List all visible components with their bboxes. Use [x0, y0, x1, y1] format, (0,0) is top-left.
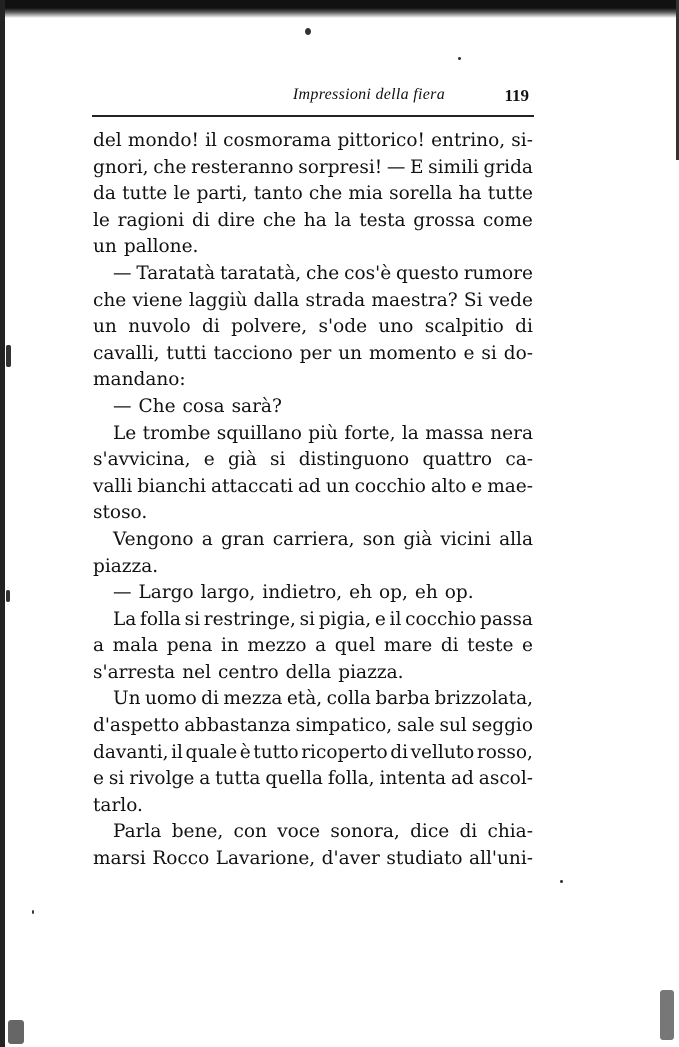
text-line: [93, 500, 533, 527]
word: piazza.: [338, 661, 404, 683]
word: polvere,: [231, 316, 308, 338]
word: —: [113, 262, 132, 284]
word: sorella: [389, 183, 453, 205]
word: La: [113, 608, 137, 630]
text-line: [93, 128, 533, 155]
word: il: [171, 741, 183, 763]
word: ragioni: [117, 209, 185, 231]
text-line: [93, 314, 533, 341]
word: bianchi: [137, 475, 207, 497]
word: resteranno: [191, 156, 294, 178]
text-line: [93, 713, 533, 740]
text-line: [93, 421, 533, 448]
word: ascol-: [478, 768, 533, 790]
word: a: [93, 635, 105, 657]
word: che: [93, 289, 127, 311]
text-line: [93, 208, 533, 235]
word: la: [334, 209, 352, 231]
word: a: [201, 528, 213, 550]
word: di: [201, 688, 219, 710]
word: mezza: [223, 688, 283, 710]
word: di: [515, 316, 533, 338]
word: mezzo: [247, 635, 307, 657]
text-line: [93, 181, 533, 208]
word: dalla: [253, 289, 300, 311]
word: —: [113, 582, 132, 604]
word: tarlo.: [93, 794, 143, 816]
word: intenta: [379, 768, 447, 790]
word: tanto: [253, 183, 303, 205]
word: Le: [113, 422, 137, 444]
word: pallone.: [123, 236, 199, 258]
word: alto: [430, 475, 467, 497]
word: indietro,: [262, 582, 343, 604]
text-line: [93, 288, 533, 315]
word: le: [173, 183, 191, 205]
word: ha: [303, 209, 327, 231]
word: mare: [383, 635, 433, 657]
word: cocchio: [405, 608, 477, 630]
running-title: Impressioni della fiera: [292, 86, 445, 103]
word: sorpresi!: [298, 156, 383, 178]
text-line: [93, 155, 533, 182]
word: scalpitio: [424, 316, 504, 338]
text-line: [93, 793, 533, 820]
word: si: [108, 768, 125, 790]
text-line: [93, 367, 533, 394]
text-line: [93, 554, 533, 581]
word: nel: [182, 661, 211, 683]
word: quale: [185, 741, 238, 763]
scan-speck: [458, 57, 461, 60]
word: che: [153, 156, 187, 178]
word: dice: [410, 821, 450, 843]
word: del: [93, 130, 122, 151]
word: ad: [451, 768, 474, 790]
word: brizzolata,: [434, 688, 533, 710]
word: Parla: [113, 821, 162, 843]
word: mia: [348, 183, 383, 205]
word: un: [93, 236, 117, 258]
word: carriera,: [272, 528, 355, 550]
word: e: [374, 608, 386, 630]
word: che: [262, 209, 297, 231]
word: op.: [444, 582, 474, 604]
word: uomo: [144, 688, 197, 710]
word: ad: [298, 475, 321, 497]
word: uno: [378, 316, 414, 338]
word: attaccati: [211, 475, 294, 497]
word: tutte: [122, 183, 168, 205]
body-text: [93, 128, 533, 873]
word: vede: [488, 289, 533, 311]
word: restringe,: [203, 608, 296, 630]
text-line: [93, 740, 533, 767]
word: quel: [334, 635, 376, 657]
word: le: [93, 209, 110, 231]
word: si: [184, 608, 201, 630]
word: che: [308, 183, 343, 205]
word: con: [233, 821, 267, 843]
word: gnori,: [93, 156, 149, 178]
text-line: [93, 607, 533, 634]
word: pena: [166, 635, 213, 657]
word: sale: [397, 715, 435, 737]
word: rosso,: [476, 741, 533, 763]
word: tutta: [215, 768, 261, 790]
word: rumore: [463, 262, 533, 284]
scan-speck: [6, 590, 10, 602]
word: —: [113, 395, 132, 417]
word: do-: [503, 342, 533, 364]
word: d'aspetto: [93, 715, 180, 737]
word: entrino,: [431, 130, 506, 151]
word: già: [228, 449, 257, 471]
header-rule: [92, 115, 534, 117]
text-line: [93, 341, 533, 368]
word: di: [440, 635, 459, 657]
word: E: [409, 156, 424, 178]
word: si: [481, 342, 497, 364]
word: davanti,: [93, 741, 169, 763]
word: il: [389, 608, 402, 630]
word: tacciono: [213, 342, 293, 364]
word: grossa: [413, 209, 476, 231]
text-line: [93, 474, 533, 501]
word: in: [221, 635, 239, 657]
word: tutti: [166, 342, 207, 364]
word: il: [205, 130, 217, 151]
word: questo: [396, 262, 459, 284]
word: barba: [375, 688, 431, 710]
scan-speck: [660, 990, 674, 1040]
word: teste: [467, 635, 514, 657]
word: Un: [113, 688, 141, 710]
word: già: [403, 528, 433, 550]
text-line: [93, 234, 533, 261]
word: sonora,: [330, 821, 400, 843]
word: velluto: [410, 741, 475, 763]
text-line: [93, 846, 533, 873]
word: mae-: [487, 475, 533, 497]
word: op,: [379, 582, 408, 604]
word: che: [306, 262, 340, 284]
word: come: [482, 209, 533, 231]
word: sul: [439, 715, 467, 737]
word: passa: [480, 608, 533, 630]
word: s'ode: [318, 316, 368, 338]
word: stoso.: [93, 502, 148, 524]
word: folla: [140, 608, 181, 630]
word: largo,: [200, 582, 256, 604]
word: è: [239, 741, 251, 763]
scan-speck: [6, 345, 11, 367]
page-header: [95, 86, 535, 110]
word: —: [386, 156, 406, 178]
word: tutte: [487, 183, 533, 205]
text-line: [93, 766, 533, 793]
text-line: [93, 660, 533, 687]
word: alla: [499, 528, 533, 550]
word: nera: [490, 422, 533, 444]
word: centro: [217, 661, 279, 683]
word: la: [401, 422, 419, 444]
word: e: [471, 475, 483, 497]
word: di: [459, 821, 478, 843]
word: Rocco: [152, 848, 210, 870]
text-line: [93, 261, 533, 288]
word: Lavarione,: [215, 848, 316, 870]
word: cavalli,: [93, 342, 160, 364]
scan-left-edge: [0, 0, 5, 1047]
word: un: [325, 475, 350, 497]
word: più: [308, 422, 338, 444]
word: colla: [326, 688, 371, 710]
word: s'arresta: [93, 661, 176, 683]
word: distinguono: [298, 449, 410, 471]
word: folla,: [327, 768, 375, 790]
word: un: [93, 316, 117, 338]
word: all'uni-: [469, 848, 533, 870]
word: marsi: [93, 848, 146, 870]
word: Largo: [138, 582, 194, 604]
word: Taratatà: [136, 262, 216, 284]
word: da: [93, 183, 116, 205]
word: e: [93, 768, 104, 790]
text-line: [93, 447, 533, 474]
word: cosa: [182, 395, 225, 417]
word: d'aver: [321, 848, 380, 870]
word: quella: [265, 768, 323, 790]
word: cos'è: [344, 262, 392, 284]
word: ha: [458, 183, 482, 205]
word: parti,: [196, 183, 248, 205]
scan-speck: [8, 1020, 24, 1044]
word: Si: [463, 289, 483, 311]
word: si: [299, 608, 315, 630]
word: tutto: [253, 741, 299, 763]
word: forte,: [344, 422, 396, 444]
word: voce: [277, 821, 321, 843]
word: età,: [286, 688, 323, 710]
word: dire: [217, 209, 256, 231]
word: vicini: [440, 528, 491, 550]
word: di: [191, 209, 210, 231]
word: un: [338, 342, 363, 364]
word: taratatà,: [219, 262, 302, 284]
word: simili: [428, 156, 479, 178]
word: si: [270, 449, 286, 471]
word: eh: [414, 582, 438, 604]
word: cosmorama: [223, 130, 332, 151]
scan-top-edge: [0, 0, 679, 18]
word: chia-: [487, 821, 533, 843]
word: valli: [93, 475, 133, 497]
word: a: [199, 768, 211, 790]
word: seggio: [471, 715, 533, 737]
word: laggiù: [188, 289, 248, 311]
word: maestra?: [371, 289, 458, 311]
word: momento: [368, 342, 457, 364]
text-line: [93, 580, 533, 607]
word: pigia,: [318, 608, 372, 630]
word: e: [463, 342, 475, 364]
word: mala: [112, 635, 159, 657]
word: di: [202, 316, 220, 338]
word: quattro: [422, 449, 493, 471]
word: e: [521, 635, 533, 657]
scan-speck: [305, 28, 311, 35]
word: Vengono: [113, 528, 194, 550]
word: simpatico,: [295, 715, 393, 737]
word: mandano:: [93, 369, 186, 391]
word: testa: [359, 209, 406, 231]
word: gran: [220, 528, 265, 550]
word: piazza.: [93, 555, 159, 577]
word: s'avvicina,: [93, 449, 191, 471]
word: pittorico!: [337, 130, 425, 151]
word: a: [315, 635, 327, 657]
text-line: [93, 819, 533, 846]
word: rivolge: [129, 768, 195, 790]
word: strada: [305, 289, 366, 311]
word: eh: [349, 582, 373, 604]
text-line: [93, 394, 533, 421]
word: della: [285, 661, 332, 683]
word: mondo!: [127, 130, 199, 151]
word: nuvolo: [128, 316, 191, 338]
word: massa: [425, 422, 484, 444]
word: sarà?: [231, 395, 282, 417]
word: viene: [132, 289, 183, 311]
word: studiato: [386, 848, 463, 870]
word: ricoperto: [301, 741, 388, 763]
scan-speck: [32, 910, 34, 914]
text-line: [93, 527, 533, 554]
word: cocchio: [354, 475, 426, 497]
word: per: [299, 342, 332, 364]
word: abbastanza: [184, 715, 291, 737]
page-number: 119: [504, 86, 529, 105]
scan-speck: [560, 880, 563, 883]
word: ca-: [505, 449, 533, 471]
word: di: [390, 741, 409, 763]
text-line: [93, 686, 533, 713]
word: bene,: [171, 821, 224, 843]
word: grida: [483, 156, 533, 178]
word: Che: [138, 395, 176, 417]
word: squillano: [216, 422, 302, 444]
word: trombe: [142, 422, 211, 444]
word: si-: [511, 130, 533, 151]
word: e: [203, 449, 215, 471]
text-line: [93, 633, 533, 660]
word: son: [362, 528, 396, 550]
